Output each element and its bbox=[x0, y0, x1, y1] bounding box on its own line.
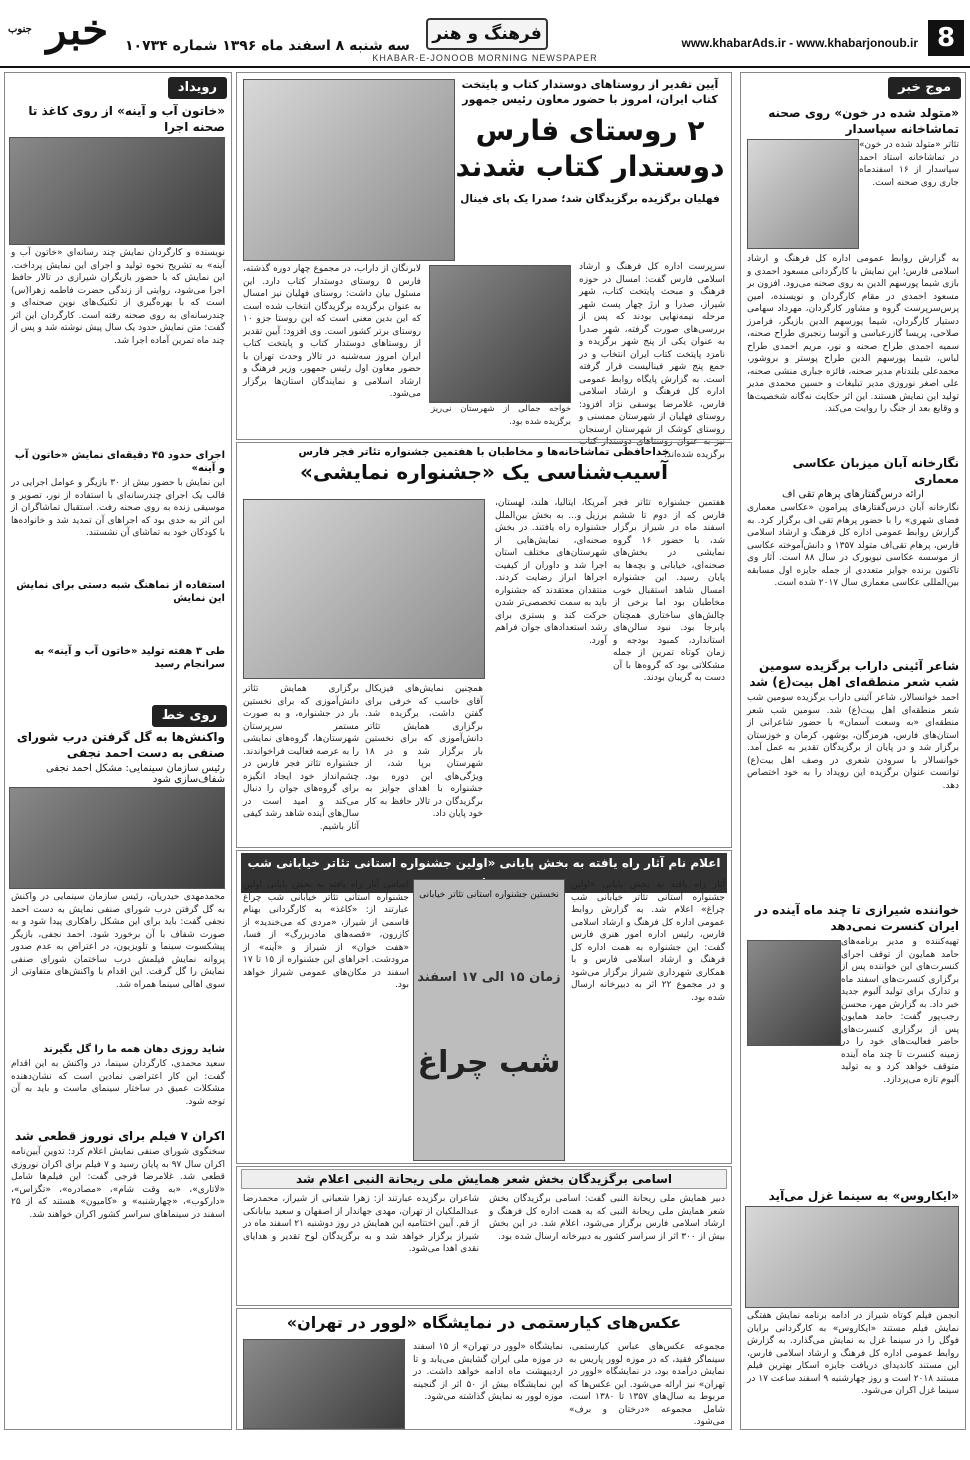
feature-kicker: آیین تقدیر از روستاهای دوستدار کتاب و پایتخت کتاب ایران، امروز با حضور معاون رئیس جمهور bbox=[461, 78, 719, 106]
logo: خبر $^{جنوب}$ bbox=[8, 5, 109, 54]
section-label: موج خبر bbox=[888, 77, 961, 99]
article-body: به گزارش روابط عمومی اداره کل فرهنگ و ارشاد اسلامی فارس؛ این نمایش با کارگردانی مسعود احمدی و بازی شیما پورسهم الدین به روی صحنه می‌رود. افزون بر مسعود احمدی در مقام کارگردان و نویسنده، امین پرس‌سرپرست گروه و مشاور کارگردان، مهرداد سهامی دستیار کارگردان، شیما پورسهم الدین بازیگر، فرامرز صلاحی، پریسا گازرعباسی و آتوسا رنجبری طراح صحنه، سمیه احمدی طراح صحنه و نور، مریم احمدی طراح لباس، شیما پورسهم الدین طراح پوستر و بروشور، محمدعلی بلند‌نام مدیر صحنه، فائزه جباری منشی صحنه، علی اصغر نوروزی مدیر تبلیغات و حسین محمدی مدیر تولید این نمایش هستند. این اثر حکایت نه‌گانه شخصیت‌ها و وقایع بعد از جنگ را روایت می‌کند. bbox=[747, 254, 959, 414]
theater-title: آسیب‌شناسی یک «جشنواره نمایشی» bbox=[300, 460, 668, 484]
article-body: انجمن فیلم کوتاه شیراز در ادامه برنامه نمایش هفتگی نمایش فیلم مستند «ایکاروس» به کارگردانی برایان فوگل را در سینما غزل به نمایش می‌گذارد. به گزارش روابط عمومی اداره کل فرهنگ و ارشاد اسلامی فارس، این مستند کاندیدای دریافت جایزه اسکار بهترین فیلم مستند ۲۰۱۸ است و روز چهارشنبه ۹ اسفند ساعت ۱۷ در سینما غزل اکران می‌شود. bbox=[747, 1311, 960, 1396]
section-label: روی خط bbox=[152, 705, 227, 727]
tagline: KHABAR-E-JONOOB MORNING NEWSPAPER bbox=[372, 53, 598, 63]
article-body: این نمایش با حضور بیش از ۳۰ بازیگر و عوامل اجرایی در قالب یک اجرای چندرسانه‌ای با استفاده از نور، تصویر و موسیقی زنده به روی صحنه رفت. استقبال تماشاگران از این اثر به حدی بود که اجراهای آن تمدید شد و خانواده‌ها با کودکان خود به تماشای آن نشستند. bbox=[11, 478, 225, 538]
feature-subtitle: فهلیان برگزیده برگزیدگان شد؛ صدرا یک پای فینال bbox=[460, 193, 720, 205]
left-column bbox=[4, 72, 232, 1430]
issue-line: سه شنبه ۸ اسفند ماه ۱۳۹۶ شماره ۱۰۷۳۴ bbox=[125, 38, 410, 54]
article-body: نگارخانه آبان درس‌گفتارهای پیرامون «عکاسی معماری فضای شهری» را با حضور پرهام تقی اف برگزار کرد. به گزارش روابط عمومی اداره کل فرهنگ و ارشاد اسلامی فارس، پرهام تقی‌اف متولد ۱۳۵۷ و دانش‌آموخته عکاسی از موسسه عکاسی نیویورک در سال ۸۸ است. آثار وی تاکنون برنده جوایز متعددی از جمله جایزه اول مسابقه بین‌المللی عکاسی معماری سال ۲۰۱۷ شده است. bbox=[747, 503, 959, 588]
official-portrait bbox=[429, 265, 571, 403]
theater-col-b: آمریکا، ایتالیا، هلند، لهستان، برزیل و... به بخش بین‌الملل جشنواره راه یافتند. در بخش صحنه‌ای، نمایش‌هایی از شهرستان‌های مختلف استان اجرا شد و داوران از کیفیت اجراها ابراز رضایت کردند. منتقدان معتقدند که جشنواره باید به سمت تخصصی‌تر شدن حرکت کند و بستری برای رشد استعدادهای جوان فراهم آورد. bbox=[495, 498, 607, 646]
article-body: احمد خوانسالار، شاعر آئینی داراب برگزیده سومین شب شعر منطقه‌ای اهل بیت(ع) شد. سومین شب شعر منطقه‌ای «به وسعت آسمان» با حضور شاعرانی از استان‌های فارس، هرمزگان، بوشهر، کرمان و خوزستان برگزار شد و در پایان از برگزیدگان تقدیر به عمل آمد. خوانسالار با سرودن شعری در وصف اهل بیت(ع) توانست عنوان برگزیده این رویداد را به خود اختصاص دهد. bbox=[747, 693, 959, 791]
performance-photo bbox=[243, 499, 485, 679]
section-title: فرهنگ و هنر bbox=[426, 18, 548, 50]
theater-col-a: هفتمین جشنواره تئاتر فجر فارس که از دوم تا ششم اسفند ماه در شیراز برگزار شد، با حضور ۱۶ گروه نمایشی در بخش‌های صحنه‌ای، خیابانی و بچه‌ها به پایان رسید. این جشنواره امسال شاهد استقبال خوب مخاطبان بود اما برخی از چالش‌های ساختاری همچنان پابرجا بود. نبود سالن‌های استاندارد، کمبود بودجه و زمان کوتاه تمرین از جمله مشکلاتی بود که گروه‌ها با آن دست به گریبان بودند. bbox=[613, 498, 725, 683]
book-tree-image bbox=[243, 79, 455, 261]
poster-title: شب چراغ bbox=[417, 1045, 561, 1080]
kiarostami-col-b: نمایشگاه «لوور در تهران» از ۱۵ اسفند در موزه ملی ایران گشایش می‌یابد و تا اردیبهشت ماه ادامه خواهد داشت. در این نمایشگاه بیش از ۵۰ اثر از گنجینه موزه لوور به نمایش گذاشته می‌شود. bbox=[413, 1342, 563, 1402]
feature-col-a: سرپرست اداره کل فرهنگ و ارشاد اسلامی فارس گفت: امسال در حوزه فرهنگ و مبحث پایتخت کتاب، شهر شیراز، صدرا و ارژ چهار پست شهر مرحله نیمه‌نهایی بودند که پس از بررسی‌های صورت گرفته، شهر صدرا به عنوان یکی از پنج شهر برگزیده و نامزد پایتخت کتاب ایران انتخاب و در جمع پنج شهر فینالیست قرار گرفته است. به گزارش پایگاه روابط عمومی اداره کل فرهنگ و ارشاد اسلامی فارس، غلامرضا یوسفی نژاد افزود: روستای فهلیان از شهرستان ممسنی و روستای کوشک از شهرستان ارسنجان نیز به عنوان روستاهای دوستدار کتاب برگزیده شده‌اند. bbox=[579, 262, 725, 460]
article-subhead: اجرای حدود ۴۵ دقیقه‌ای نمایش «خاتون آب و آینه» bbox=[14, 450, 225, 474]
right-column bbox=[740, 72, 966, 1430]
article-lead: تئاتر «متولد شده در خون» در تماشاخانه استاد احمد سپاسدار از ۱۶ اسفندماه جاری روی صحنه است. bbox=[859, 140, 959, 188]
article-title: اکران ۷ فیلم برای نوروز قطعی شد bbox=[15, 1129, 225, 1143]
article-body: محمدمهدی حیدریان، رئیس سازمان سینمایی در واکنش به گل گرفتن درب شورای صنفی نمایش به دست احمد نجفی گفت: باید برای این مشکل راهکاری پیدا شود و به صورت شفاف با آن برخورد شود. احمد نجفی، بازیگر پیشکسوت سینما و تلویزیون، در اعتراض به عدم صدور پروانه نمایش فیلمش درب ساختمان شورای صنفی نمایش را گل گرفت. این اقدام با واکنش‌های متفاوتی از سوی اهالی سینما همراه شد. bbox=[11, 892, 225, 990]
section-label: رویداد bbox=[168, 77, 227, 99]
article-body: تهیه‌کننده و مدیر برنامه‌های حامد همایون از توقف اجرای کنسرت‌های این خواننده پس از برگزاری کنسرت‌های اسفند ماه و تدارک برای تولید آلبوم جدید خبر داد. به گزارش مهر، محسن رجب‌پور گفت: حامد همایون پس از برگزاری کنسرت‌های حاضر فعالیت‌های خود را در زمینه کنسرت تا چند ماه آینده متوقف خواهد کرد و به تولید آلبوم تازه می‌پردازد. bbox=[841, 937, 959, 1085]
article-title: «ایکاروس» به سینما غزل می‌آید bbox=[768, 1189, 959, 1203]
article-title: «متولد شده در خون» روی صحنه تماشاخانه سپاسدار bbox=[768, 106, 959, 136]
article-title: خواننده شیرازی تا چند ماه آینده در ایران کنسرت نمی‌دهد bbox=[754, 903, 959, 933]
feature-title-line2: دوستدار کتاب شدند bbox=[455, 150, 725, 183]
poster-image bbox=[747, 139, 859, 249]
article-subtitle: رئیس سازمان سینمایی: مشکل احمد نجفی شفاف‌سازی شود bbox=[46, 763, 225, 785]
page-number: 8 bbox=[928, 20, 964, 56]
website-urls[interactable]: www.khabarAds.ir - www.khabarjonoub.ir bbox=[681, 36, 918, 50]
article-title: واکنش‌ها به گل گرفتن درب شورای صنفی به دست احمد نجفی bbox=[16, 730, 225, 760]
article-title: شاعر آئینی داراب برگزیده سومین شب شعر منطقه‌ای اهل بیت(ع) شد bbox=[749, 659, 959, 689]
feature-title-line1: ۲ روستای فارس bbox=[475, 114, 705, 147]
article-subhead: شاید روزی دهان همه ما را گل بگیرند bbox=[43, 1044, 225, 1055]
poetry-title: اسامی برگزیدگان بخش شعر همایش ملی ریحانة النبی اعلام شد bbox=[241, 1169, 727, 1189]
poetry-article bbox=[236, 1166, 732, 1306]
kiarostami-article bbox=[236, 1308, 732, 1430]
feature-col-b: لابرنگان از داراب، در مجموع چهار دوره گذشته، فارس ۵ روستای دوستدار کتاب دارد. این مسئول بیان داشت: روستای فهلیان نیز امسال به عنوان برگزیده برگزیدگان انتخاب شده است که این بدین معنی است که این روستا جزو ۱۰ روستای برتر کشور است. وی افزود: آیین تقدیر از روستاهای دوستدار کتاب و پایتخت کتاب ایران امروز سه‌شنبه در تالار وحدت تهران با حضور معاون اول رئیس جمهور، وزیر فرهنگ و ارشاد اسلامی و نمایندگان استان‌ها برگزار می‌شود. bbox=[243, 264, 421, 399]
poetry-col-a: دبیر همایش ملی ریحانة النبی گفت: اسامی برگزیدگان بخش شعر همایش ملی ریحانة النبی که به همت اداره کل فرهنگ و ارشاد اسلامی فارس برگزار می‌شود، اعلام شد. در این بخش بیش از ۳۰۰ اثر از سراسر کشور به دبیرخانه ارسال شده بود. bbox=[489, 1194, 725, 1242]
najafi-photo bbox=[9, 787, 225, 889]
article-body: سخنگوی شورای صنفی نمایش اعلام کرد: تدوین آیین‌نامه اکران سال ۹۷ به پایان رسید و ۷ فیلم برای اکران نوروزی قطعی شد. غلامرضا فرجی گفت: این فیلم‌ها شامل «لاتاری»، «به وقت شام»، «مصادره»، «تگزاس»، «دارکوب»، «چهارشنبه» و «کامیون» هستند که از ۲۵ اسفند در سینماهای سراسر کشور اکران خواهند شد. bbox=[11, 1147, 225, 1220]
article-body: سعید محمدی، کارگردان سینما، در واکنش به این اقدام گفت: این کار اعتراضی نمادین است که نشان‌دهنده مشکلات عمیق در ساختار سینمای ماست و باید به آن توجه شود. bbox=[11, 1059, 225, 1107]
film-still bbox=[745, 1206, 959, 1308]
theater-kicker: خداحافظی تماشاخانه‌ها و مخاطبان با هفتمین جشنواره تئاتر فجر فارس bbox=[298, 446, 670, 458]
masthead bbox=[0, 0, 970, 68]
article-title: «خاتون آب و آینه» از روی کاغذ تا صحنه اجرا bbox=[28, 104, 225, 134]
article-body: نویسنده و کارگردان نمایش چند رسانه‌ای «خاتون آب و آینه» به تشریح نحوه تولید و اجرای این نمایش پرداخت. این نمایش که با حضور بازیگران شیرازی در تالار حافظ اجرا می‌شود، روایتی از زندگی حضرت فاطمه زهرا(س) است که با بهره‌گیری از تکنیک‌های نوین صحنه‌ای و چندرسانه‌ای به روی صحنه رفته است. کارگردان این اثر گفت: متن نمایش حدود یک سال پیش نوشته شد و پس از چند ماه تمرین آماده اجرا شد. bbox=[11, 248, 225, 346]
article-subtitle: ارائه درس‌گفتارهای پرهام تقی اف bbox=[782, 489, 924, 500]
poetry-col-b: شاعران برگزیده عبارتند از: زهرا شعبانی از شیراز، محمدرضا عبدالملکیان از تهران، مهدی جهاندار از اصفهان و سعید بیابانکی از قم. آیین اختتامیه این همایش در روز دوشنبه ۲۱ اسفند ماه در شیراز برگزار خواهد شد و به برگزیدگان لوح تقدیر و هدایای نقدی اهدا می‌شود. bbox=[243, 1194, 480, 1254]
poster-subtitle: نخستین جشنواره استانی تئاتر خیابانی bbox=[419, 890, 559, 900]
poster-dates: زمان ۱۵ الی ۱۷ اسفند bbox=[417, 970, 561, 985]
festival-col-a: آثار راه یافته به بخش پایانی «اولین جشنواره استانی تئاتر خیابانی شب چراغ» اعلام شد. به گزارش روابط عمومی اداره کل فرهنگ و ارشاد اسلامی فارس، رئیس اداره امور هنری فارس گفت: این جشنواره به همت اداره کل فرهنگ و ارشاد اسلامی فارس و با همکاری شهرداری شیراز برگزار می‌شود و در مجموع ۲۲ اثر به دبیرخانه ارسال شده بود. bbox=[571, 880, 725, 1003]
kiarostami-col-a: مجموعه عکس‌های عباس کیارستمی، سینماگر فقید، که در موزه لوور پاریس به نمایش درآمده بود، در نمایشگاه «لوور در تهران» نیز ارائه می‌شود. این عکس‌ها که مربوط به سال‌های ۱۳۵۷ تا ۱۳۸۰ است، شامل مجموعه «درختان و برف» می‌شود. bbox=[569, 1342, 725, 1427]
article-subhead: طی ۳ هفته تولید «خاتون آب و آینه» به سرانجام رسید bbox=[34, 646, 225, 670]
kiarostami-title: عکس‌های کیارستمی در نمایشگاه «لوور در تهران» bbox=[286, 1313, 682, 1332]
festival-poster bbox=[413, 879, 565, 1161]
article-title: نگارخانه آبان میزبان عکاسی معماری bbox=[792, 456, 959, 486]
kiarostami-photo bbox=[243, 1339, 405, 1429]
stage-photo bbox=[9, 137, 225, 245]
street-festival bbox=[236, 850, 732, 1164]
festival-col-b: اسامی آثار راه یافته به بخش پایانی اولین جشنواره استانی تئاتر خیابانی شب چراغ عبارتند از: «کاغذ» به کارگردانی بهنام قاسمی از شیراز، «مردی که می‌خندید» از کازرون، «قصه‌های مادربزرگ» از فسا، «هفت خوان» از شیراز و «آینه» از مرودشت. اجراهای این جشنواره از ۱۵ تا ۱۷ اسفند در مکان‌های عمومی شیراز خواهد بود. bbox=[243, 880, 409, 990]
article-subhead: استفاده از نماهنگ شبه دستی برای نمایش این نمایش bbox=[16, 580, 225, 604]
theater-col-c: همچنین نمایش‌های فیزیکال آقای خاسب که خرفی برای گفتن داشت، برگزیده شد. برگزاری همایش تئاتر دانش‌آموزی که برای نخستین بار برگزار شد و در ۱۸ شهرستان برپا شد، از ویژگی‌های این دوره بود. جشنواره با اهدای جوایز به برگزیدگان در تالار حافظ به کار خود پایان داد. bbox=[365, 684, 483, 819]
festival-title: اعلام نام آثار راه یافته به بخش پایانی «اولین جشنواره استانی تئاتر خیابانی شب bbox=[241, 853, 727, 893]
singer-photo bbox=[747, 940, 841, 1046]
photo-caption: خواجه جمالی از شهرستان نی‌ریز برگزیده شده بود. bbox=[431, 404, 571, 427]
theater-feature bbox=[236, 442, 732, 848]
theater-col-d: برگزاری همایش تئاتر دانش‌آموزی که برای نخستین بار در جشنواره، و به صورت مستمر سرپرستان شهرستان‌ها، گروه‌های نمایشی را به عرصه فعالیت فراخواندند. جشنواره تئاتر فجر فارس در چشم‌انداز خود ایجاد انگیزه برای گروه‌های جوان را دنبال می‌کند و امید است در سال‌های آینده شاهد رشد کیفی آثار باشیم. bbox=[243, 684, 359, 832]
